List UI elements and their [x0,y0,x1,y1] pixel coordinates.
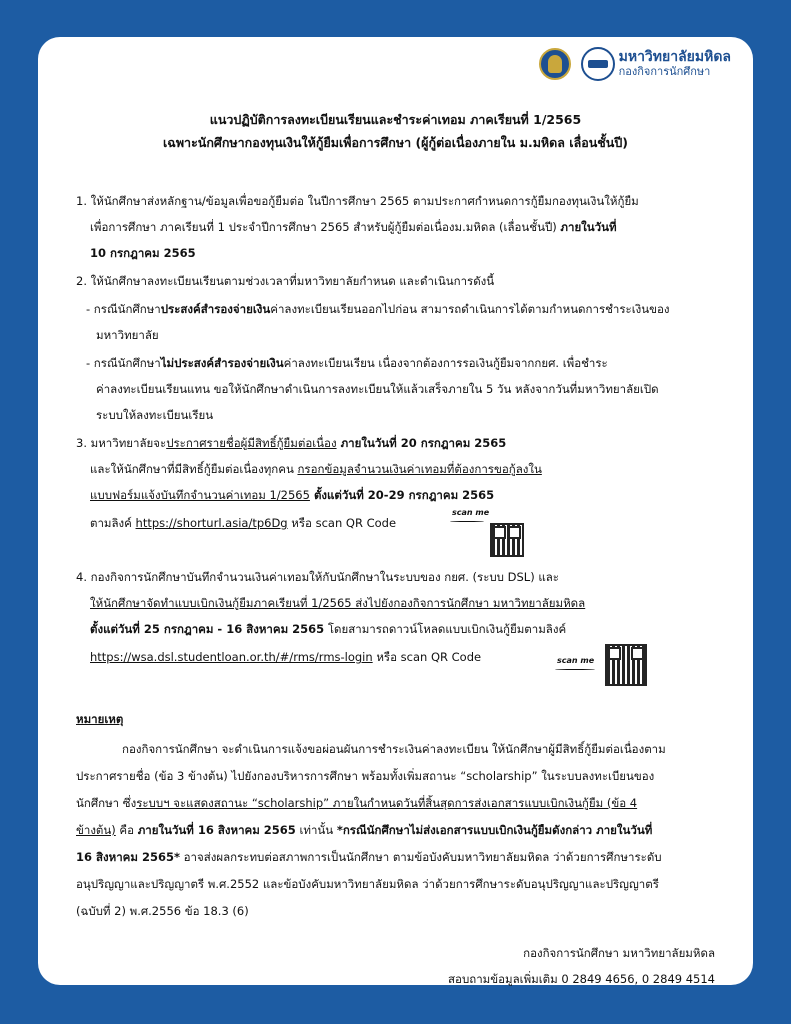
note-line3-text: นักศึกษา ซึ่ง [76,796,137,810]
item3-announce-date: ภายในวันที่ 20 กรกฎาคม 2565 [336,436,507,450]
item3-form-date: ตั้งแต่วันที่ 20-29 กรกฎาคม 2565 [309,488,495,502]
title-line-1: แนวปฏิบัติการลงทะเบียนเรียนและชำระค่าเทอม ภาคเรียนที่ 1/2565 [209,112,582,127]
scan-arrow-icon-1 [450,521,484,522]
item4-line4 [90,649,481,667]
item4-line1: 4. กองกิจการนักศึกษาบันทึกจำนวนเงินค่าเทอมให้กับนักศึกษาในระบบของ กยศ. (ระบบ DSL) และ [76,570,559,584]
note-line1: กองกิจการนักศึกษา จะดำเนินการแจ้งขอผ่อนผันการชำระเงินค่าลงทะเบียน ให้นักศึกษาผู้มีสิทธิ์กู้ยืมต่อเนื่องตาม [122,742,666,756]
scan-arrow-icon-2 [555,669,595,670]
scan-me-label-2: scan me [557,656,595,665]
brand-text [619,50,731,77]
note-line6: อนุปริญญาและปริญญาตรี พ.ศ.2552 และข้อบังคับมหาวิทยาลัยมหิดล ว่าด้วยการศึกษาระดับอนุปริญญาและปริญญาตรี [76,877,659,891]
item2-case-a-bold: ประสงค์สำรองจ่ายเงิน [160,302,271,316]
qr-code-1-icon[interactable] [490,523,524,557]
item1-line2 [90,219,617,237]
item2-case-a-cont: มหาวิทยาลัย [96,328,159,342]
item3-qr-label: หรือ scan QR Code [287,516,397,530]
item2-case-a-text: ค่าลงทะเบียนเรียนออกไปก่อน สามารถดำเนินการได้ตามกำหนดการชำระเงินของ [270,302,670,316]
note-line4-text1: คือ [115,823,138,837]
note-line4-text2: เท่านั้น [295,823,337,837]
item3-line3 [90,487,494,505]
item2-case-b [86,355,608,373]
qr-code-2-icon[interactable] [605,644,647,686]
item1-line2-text: เพื่อการศึกษา ภาคเรียนที่ 1 ประจำปีการศึกษา 2565 สำหรับผู้กู้ยืมต่อเนื่องม.มหิดล (เลื่อนชั้นปี) [90,220,561,234]
note-heading: หมายเหตุ [76,712,124,726]
item3-line1-prefix: 3. มหาวิทยาลัยจะ [76,436,167,450]
item3-link-label: ตามลิงค์ [90,516,136,530]
footer-contact: สอบถามข้อมูลเพิ่มเติม 0 2849 4656, 0 2849 4514 [448,972,715,986]
footer-signature: กองกิจการนักศึกษา มหาวิทยาลัยมหิดล [523,946,715,960]
division-name: กองกิจการนักศึกษา [618,64,711,78]
note-line5-date: 16 สิงหาคม 2565* [76,850,180,864]
note-line4-deadline: ภายในวันที่ 16 สิงหาคม 2565 [137,823,296,837]
item2-case-b-prefix: - กรณีนักศึกษา [86,356,161,370]
item2-line1: 2. ให้นักศึกษาลงทะเบียนเรียนตามช่วงเวลาที่มหาวิทยาลัยกำหนด และดำเนินการดังนี้ [76,274,495,288]
item4-period: ตั้งแต่วันที่ 25 กรกฎาคม - 16 สิงหาคม 2565 [90,622,325,636]
item3-link[interactable]: https://shorturl.asia/tp6Dg [135,516,288,530]
item3-line2 [90,461,542,479]
item2-case-b-cont1: ค่าลงทะเบียนเรียนแทน ขอให้นักศึกษาดำเนินการลงทะเบียนให้แล้วเสร็จภายใน 5 วัน หลังจากวันที่มหาวิทยาลัยเปิด [96,382,659,396]
note-line2: ประกาศรายชื่อ (ข้อ 3 ข้างต้น) ไปยังกองบริหารการศึกษา พร้อมทั้งเพิ่มสถานะ “scholarship” ในระบบลงทะเบียนของ [76,769,655,783]
note-line5 [76,849,662,867]
item3-line1 [76,435,506,453]
item3-line2-text: และให้นักศึกษาที่มีสิทธิ์กู้ยืมต่อเนื่องทุกคน [90,462,298,476]
document-card [38,37,753,985]
note-line4-ref: ข้างต้น) [76,823,116,837]
item2-case-b-bold: ไม่ประสงค์สำรองจ่ายเงิน [160,356,284,370]
title-line-2: เฉพาะนักศึกษากองทุนเงินให้กู้ยืมเพื่อการศึกษา (ผู้กู้ต่อเนื่องภายใน ม.มหิดล เลื่อนชั้นปี) [163,135,628,150]
division-badge-icon [581,47,615,81]
item4-line3-text: โดยสามารถดาวน์โหลดแบบเบิกเงินกู้ยืมตามลิงค์ [324,622,567,636]
university-seal-icon [539,48,571,80]
item1-line1: 1. ให้นักศึกษาส่งหลักฐาน/ข้อมูลเพื่อขอกู้ยืมต่อ ในปีการศึกษา 2565 ตามประกาศกำหนดการกู้ยืมกองทุนเงินให้กู้ยืม [76,194,639,208]
scan-me-label-1: scan me [452,508,490,517]
note-line3 [76,795,637,813]
item1-deadline-date: 10 กรกฎาคม 2565 [90,246,196,260]
logo-area [539,47,731,81]
item2-case-b-cont2: ระบบให้ลงทะเบียนเรียน [96,408,214,422]
note-line4 [76,822,652,840]
item3-form-name: แบบฟอร์มแจ้งบันทึกจำนวนค่าเทอม 1/2565 [90,488,310,502]
item2-case-a-prefix: - กรณีนักศึกษา [86,302,161,316]
note-line5-text: อาจส่งผลกระทบต่อสภาพการเป็นนักศึกษา ตามข้อบังคับมหาวิทยาลัยมหิดล ว่าด้วยการศึกษาระดับ [179,850,662,864]
item1-deadline-label: ภายในวันที่ [560,220,617,234]
item2-case-a [86,301,670,319]
item3-announce: ประกาศรายชื่อผู้มีสิทธิ์กู้ยืมต่อเนื่อง [166,436,337,450]
item2-case-b-text: ค่าลงทะเบียนเรียน เนื่องจากต้องการรอเงินกู้ยืมจากกยศ. เพื่อชำระ [283,356,608,370]
item4-link[interactable]: https://wsa.dsl.studentloan.or.th/#/rms/rms-login [90,650,373,664]
item4-line3 [90,621,566,639]
item3-line2-underlined: กรอกข้อมูลจำนวนเงินค่าเทอมที่ต้องการขอกู้ลงใน [297,462,542,476]
item4-line2: ให้นักศึกษาจัดทำแบบเบิกเงินกู้ยืมภาคเรียนที่ 1/2565 ส่งไปยังกองกิจการนักศึกษา มหาวิทยาลัยมหิดล [90,596,586,610]
item4-qr-label: หรือ scan QR Code [372,650,482,664]
item3-line4 [90,515,396,533]
note-line7: (ฉบับที่ 2) พ.ศ.2556 ข้อ 18.3 (6) [76,904,249,918]
university-name: มหาวิทยาลัยมหิดล [618,49,731,66]
note-line4-warning: *กรณีนักศึกษาไม่ส่งเอกสารแบบเบิกเงินกู้ยืมดังกล่าว ภายในวันที่ [336,823,653,837]
note-line3-underlined: ระบบฯ จะแสดงสถานะ “scholarship” ภายในกำหนดวันที่สิ้นสุดการส่งเอกสารแบบเบิกเงินกู้ยืม (ข้อ 4 [136,796,638,810]
